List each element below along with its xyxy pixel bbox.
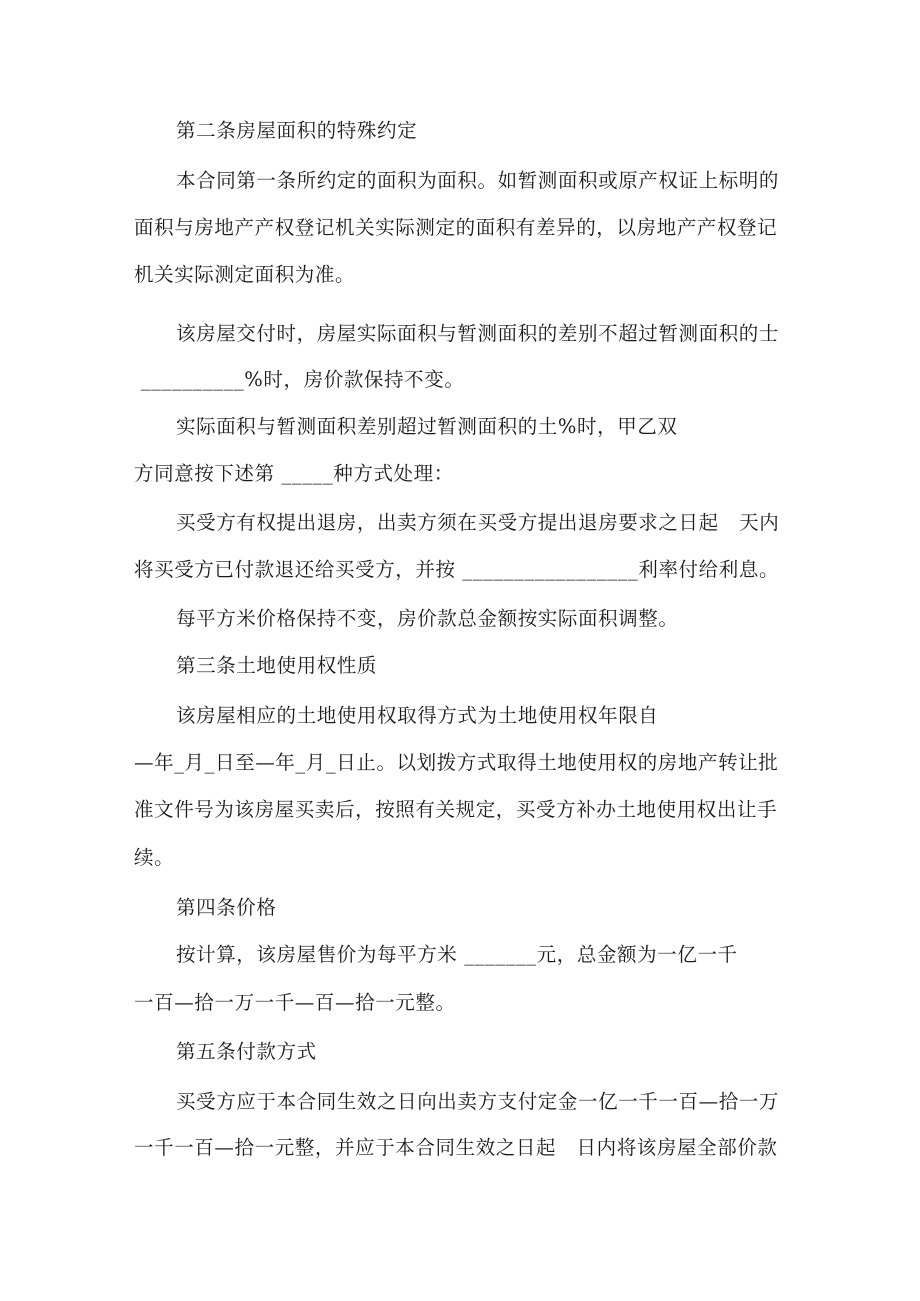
paragraph-line: 一千一百—拾一元整，并应于本合同生效之日起 日内将该房屋全部价款 [134,1136,778,1159]
paragraph-line: 买受方有权提出退房，出卖方须在买受方提出退房要求之日起 天内 [176,511,780,534]
paragraph-line: __________%时，房价款保持不变。 [134,368,465,391]
paragraph-line: 将买受方已付款退还给买受方，并按 _________________利率付给利息。 [134,558,780,581]
heading-article-5: 第五条付款方式 [176,1040,317,1063]
paragraph-line: 方同意按下述第 _____种方式处理： [134,462,454,485]
paragraph-line: 该房屋相应的土地使用权取得方式为土地使用权年限自 [176,704,659,727]
paragraph-line: 实际面积与暂测面积差别超过暂测面积的土%时，甲乙双 [176,415,678,438]
paragraph-line: 本合同第一条所约定的面积为面积。如暂测面积或原产权证上标明的 [176,169,780,192]
paragraph-line: 续。 [134,846,175,869]
paragraph-line: 按计算，该房屋售价为每平方米 _______元，总金额为一亿一千 [176,943,738,966]
paragraph-line: 每平方米价格保持不变，房价款总金额按实际面积调整。 [176,607,679,630]
paragraph-line: 准文件号为该房屋买卖后，按照有关规定，买受方补办土地使用权出让手 [134,798,778,821]
paragraph-line: —年_月_日至—年_月_日止。以划拨方式取得土地使用权的房地产转让批 [134,751,779,774]
heading-article-4: 第四条价格 [176,896,277,919]
paragraph-line: 面积与房地产产权登记机关实际测定的面积有差异的，以房地产产权登记 [134,216,778,239]
paragraph-line: 一百—拾一万一千—百—拾一元整。 [134,991,456,1014]
heading-article-3: 第三条土地使用权性质 [176,654,378,677]
paragraph-line: 机关实际测定面积为准。 [134,263,356,286]
paragraph-line: 该房屋交付时，房屋实际面积与暂测面积的差别不超过暂测面积的士 [176,322,780,345]
heading-article-2: 第二条房屋面积的特殊约定 [176,119,418,142]
paragraph-line: 买受方应于本合同生效之日向出卖方支付定金一亿一千一百—拾一万 [176,1090,780,1113]
